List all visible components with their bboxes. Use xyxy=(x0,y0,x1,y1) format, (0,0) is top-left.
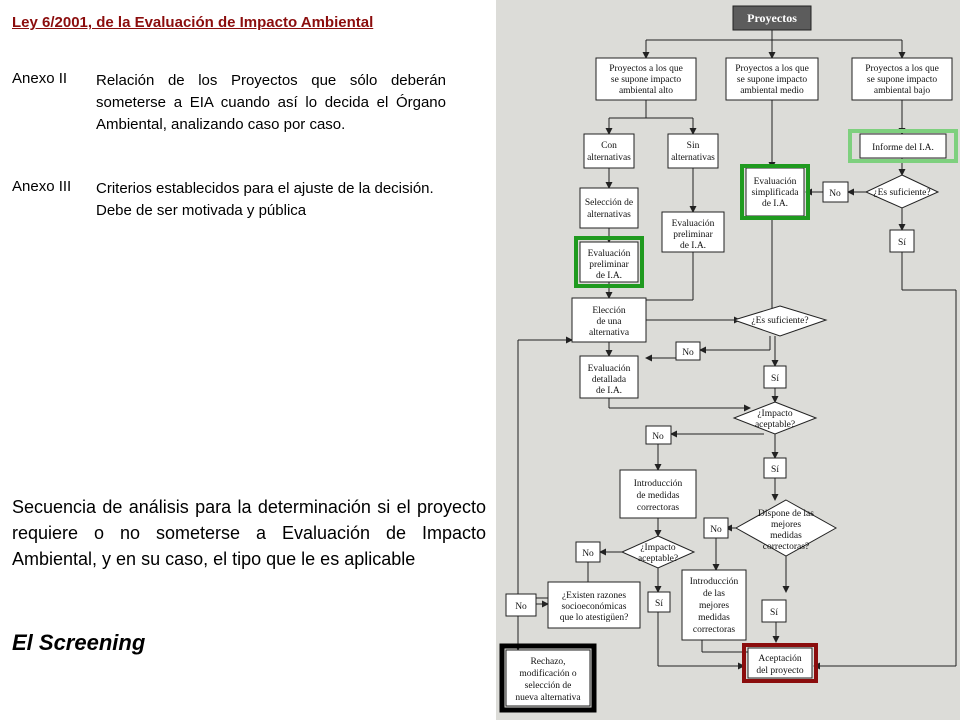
node-alto-label: Proyectos a los que se supone impacto ambiental alto xyxy=(609,64,683,96)
node-si-3-label: Sí xyxy=(771,465,779,475)
slide-title: Ley 6/2001, de la Evaluación de Impacto Ambiental xyxy=(12,14,374,31)
node-eval-detallada-label: Evaluación detallada de I.A. xyxy=(587,364,631,396)
node-medio-label: Proyectos a los que se supone impacto ambiental medio xyxy=(735,64,809,96)
node-seleccion-label: Selección de alternativas xyxy=(584,198,634,220)
node-no-6-label: No xyxy=(515,602,527,612)
node-seleccion xyxy=(580,188,638,228)
node-no-4-label: No xyxy=(710,525,722,535)
annex-iii-text-line1: Criterios establecidos para el ajuste de la decisión. xyxy=(96,180,434,197)
node-no-3-label: No xyxy=(652,432,664,442)
screening-flowchart xyxy=(496,0,960,720)
node-si-1-label: Sí xyxy=(898,238,906,248)
node-eval-preliminar-con-label: Evaluación preliminar de I.A. xyxy=(587,249,631,281)
node-eval-preliminar-sin-label: Evaluación preliminar de I.A. xyxy=(671,219,715,251)
node-si-4-label: Sí xyxy=(655,599,663,609)
node-razones-label: ¿Existen razones socioeconómicas que lo atestigüen? xyxy=(559,591,629,623)
node-si-2-label: Sí xyxy=(771,374,779,384)
annex-iii-text-line2: Debe de ser motivada y pública xyxy=(96,202,307,219)
node-bajo-label: Proyectos a los que se supone impacto ambiental bajo xyxy=(865,64,939,96)
node-eval-simplificada-label: Evaluación simplificada de I.A. xyxy=(751,177,799,209)
node-con-alternativas-label: Con alternativas xyxy=(587,141,631,163)
sequence-description: Secuencia de análisis para la determinación si el proyecto requiere o no someterse a Evaluación de Impacto Ambiental, y en su caso, el tipo que le es aplicable xyxy=(12,497,486,569)
node-si-5-label: Sí xyxy=(770,608,778,618)
node-aceptacion-label: Aceptación del proyecto xyxy=(756,654,804,676)
node-no-2-label: No xyxy=(682,348,694,358)
node-no-5-label: No xyxy=(582,549,594,559)
node-introduccion-1-label: Introducción de medidas correctoras xyxy=(633,479,683,513)
decision-suficiente-2-label: ¿Es suficiente? xyxy=(751,316,809,326)
decision-impacto-2-label: ¿Impacto aceptable? xyxy=(637,543,679,564)
node-proyectos-label: Proyectos xyxy=(747,11,797,25)
node-eleccion-label: Elección de una alternativa xyxy=(588,306,630,338)
decision-dispone-label: Dispone de las mejores medidas correctoras? xyxy=(758,509,814,552)
screening-heading: El Screening xyxy=(12,630,146,655)
node-rechazo-label: Rechazo, modificación o selección de nueva alternativa xyxy=(515,657,581,703)
node-introduccion-2-label: Introducción de las mejores medidas correctoras xyxy=(689,577,739,635)
annex-iii-label: Anexo III xyxy=(12,178,72,195)
annex-ii-text: Relación de los Proyectos que sólo deberán someterse a EIA cuando así lo decida el Órgano Ambiental, analizando caso por caso. xyxy=(96,72,446,133)
node-sin-alternativas-label: Sin alternativas xyxy=(671,141,715,163)
decision-impacto-1-label: ¿Impacto aceptable? xyxy=(754,409,796,430)
node-informe-label: Informe del I.A. xyxy=(872,143,934,153)
annex-ii-label: Anexo II xyxy=(12,70,68,87)
annex-iii-text xyxy=(96,178,446,222)
node-no-1-label: No xyxy=(829,189,841,199)
flowchart-svg xyxy=(496,0,960,720)
decision-suficiente-1-label: ¿Es suficiente? xyxy=(873,188,931,198)
